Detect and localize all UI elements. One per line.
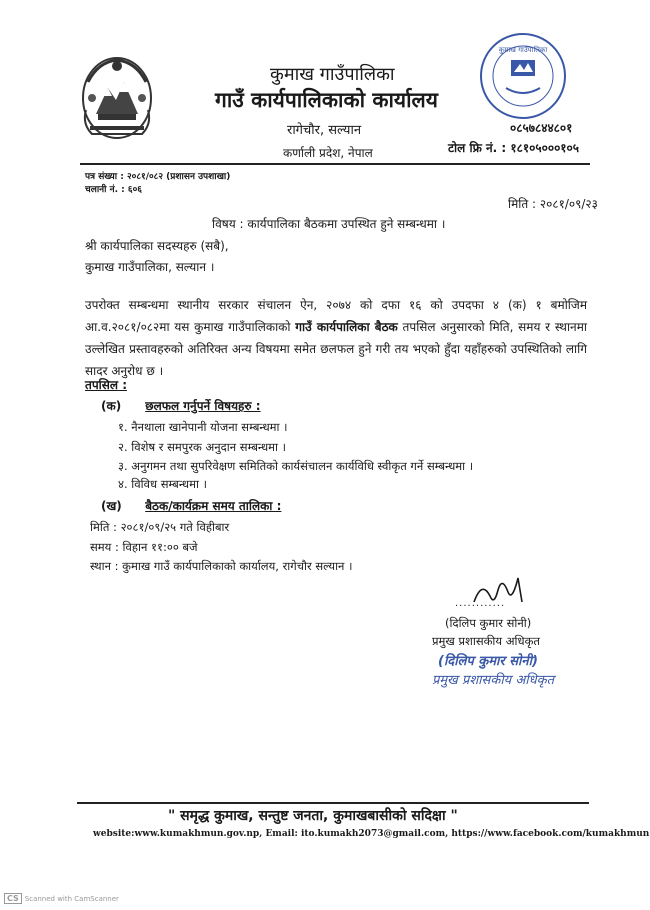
agenda-item: ३. अनुगमन तथा सुपरिवेक्षण समितिको कार्यसंचालन कार्यविधि स्वीकृत गर्ने सम्बन्धमा । <box>118 459 474 473</box>
chalani-value: ६०६ <box>127 185 142 195</box>
section-a-title: छलफल गर्नुपर्ने विषयहरु : <box>145 399 261 413</box>
ref-label: पत्र संख्या : <box>85 172 124 182</box>
office-name: गाउँ कार्यपालिकाको कार्यालय <box>215 88 438 112</box>
section-b-heading <box>101 497 281 514</box>
body-text-end: तपसिल अनुसारको मिति, समय र स्थानमा उल्लेखित प्रस्तावहरुको अतिरिक्त अन्य विषयमा समेत छलफल हुने गरी तय भएको हुँदा यहाँहरुको उपस्थितिको लागि सादर अनुरोध छ । <box>85 320 587 378</box>
reference-number <box>85 169 230 182</box>
toll-free-number <box>448 139 579 156</box>
toll-free-label: टोल फ्रि नं. : <box>448 141 507 155</box>
header-divider <box>80 163 590 165</box>
footer-motto: " समृद्ध कुमाख, सन्तुष्ट जनता, कुमाखबासीको सदिक्षा " <box>168 808 458 824</box>
agenda-item: १. नैनथाला खानेपानी योजना सम्बन्धमा । <box>118 420 288 434</box>
agenda-item: ४. विविध सम्बन्धमा । <box>118 477 207 491</box>
chalani-label: चलानी नं. : <box>85 185 125 195</box>
letter-subject: विषय : कार्यपालिका बैठकमा उपस्थित हुने सम्बन्धमा । <box>212 217 446 231</box>
stamp-title: प्रमुख प्रशासकीय अधिकृत <box>432 673 555 688</box>
province-name: कर्णाली प्रदेश, नेपाल <box>283 146 373 160</box>
body-text-bold: गाउँ कार्यपालिका बैठक <box>295 320 398 334</box>
signatory-title: प्रमुख प्रशासकीय अधिकृत <box>432 634 540 648</box>
dispatch-number <box>85 182 142 195</box>
signatory-name: (दिलिप कुमार सोनी) <box>445 616 532 630</box>
schedule-heading: तपसिल : <box>85 378 127 392</box>
recipient-line-1: श्री कार्यपालिका सदस्यहरु (सबै), <box>85 239 229 253</box>
stamp-name: (दिलिप कुमार सोनी) <box>438 654 538 669</box>
section-b-label: (ख) <box>101 499 122 513</box>
section-b-title: बैठक/कार्यक्रम समय तालिका : <box>145 499 282 513</box>
office-location: रागेचौर, सल्यान <box>287 123 362 138</box>
footer-contact: website:www.kumakhmun.gov.np, Email: ito.kumakh2073@gmail.com, https://www.facebook.com/kumakhmun <box>93 829 650 839</box>
seal-text: कुमाख गाउँपालिका <box>498 46 548 54</box>
recipient-line-2: कुमाख गाउँपालिका, सल्यान । <box>85 260 215 274</box>
nepal-emblem-icon <box>78 52 156 144</box>
section-a-heading <box>101 397 261 414</box>
ref-value: २०८१/०८२ (प्रशासन उपशाखा) <box>127 172 231 182</box>
letter-body <box>85 294 587 382</box>
body-text-start: उपरोक्त सम्बन्धमा स्थानीय सरकार संचालन ऐन, २०७४ को दफा १६ को उपदफा ४ (क) १ बमोजिम आ.व.२०८१/०८२मा यस कुमाख गाउँपालिकाको <box>85 298 587 334</box>
toll-free-value: १८१०५०००१०५ <box>510 141 580 155</box>
camscanner-logo-icon: CS <box>4 893 22 904</box>
signature-line: ............ <box>455 598 506 609</box>
scanner-watermark <box>4 893 119 904</box>
letter-date: मिति : २०८१/०९/२३ <box>508 197 598 211</box>
municipality-name: कुमाख गाउँपालिका <box>270 64 395 85</box>
section-a-label: (क) <box>101 399 122 413</box>
office-seal-icon <box>478 30 568 122</box>
watermark-text: Scanned with CamScanner <box>24 895 119 903</box>
footer-divider <box>77 802 589 804</box>
agenda-item: २. विशेष र समपुरक अनुदान सम्बन्धमा । <box>118 440 287 454</box>
phone-number: ०८५७८४४८०१ <box>510 121 573 135</box>
meeting-date: मिति : २०८१/०९/२५ गते विहीबार <box>90 520 230 534</box>
meeting-place: स्थान : कुमाख गाउँ कार्यपालिकाको कार्यालय, रागेचौर सल्यान । <box>90 559 353 573</box>
meeting-time: समय : विहान ११:०० बजे <box>90 540 198 554</box>
